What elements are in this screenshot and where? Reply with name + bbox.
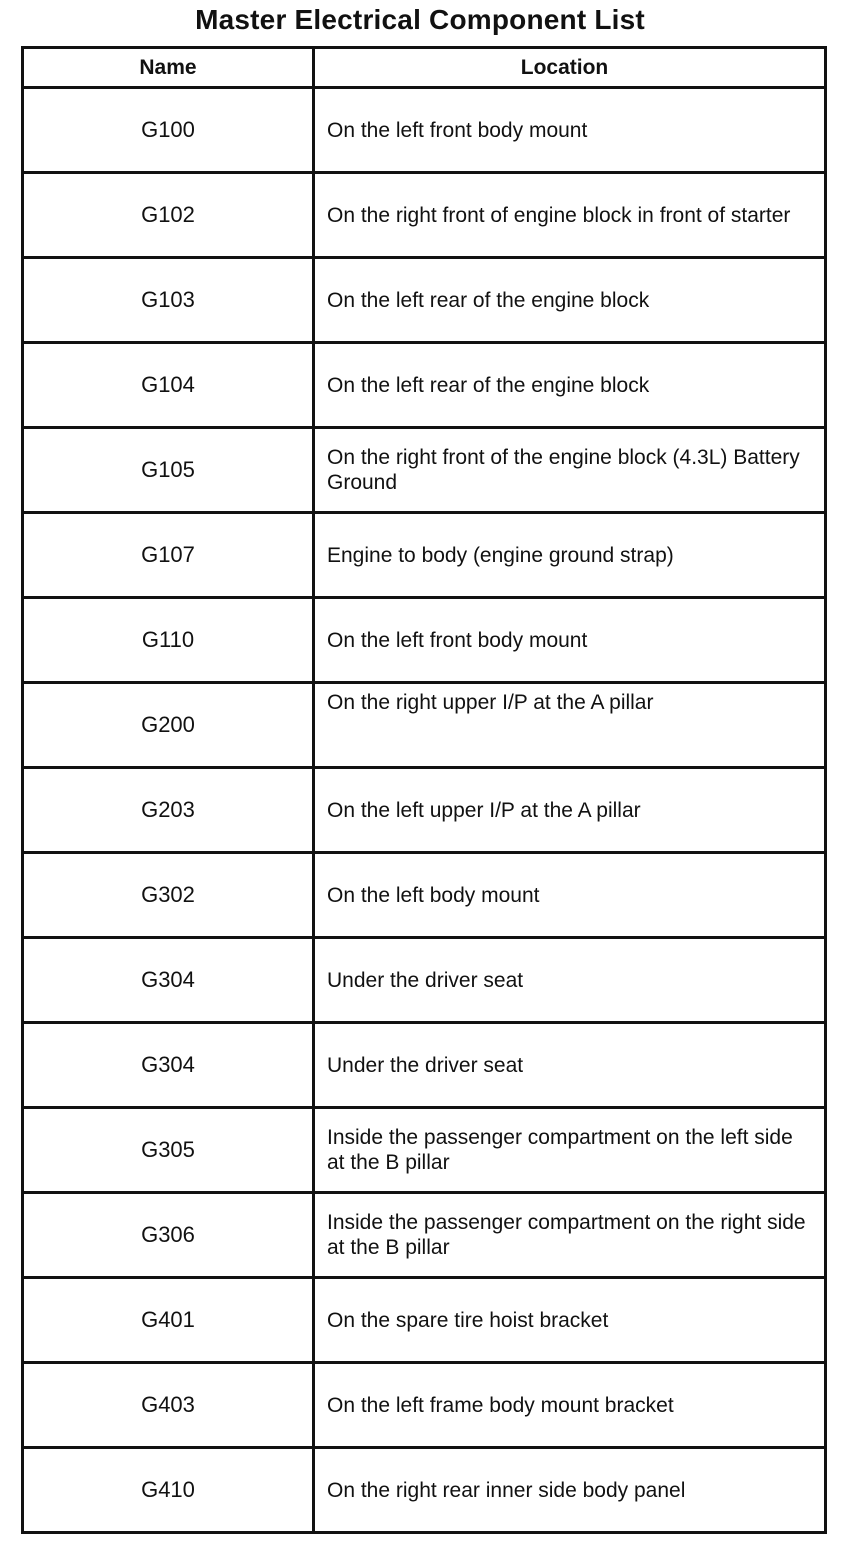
- table-row: [24, 599, 824, 684]
- component-location-cell: Under the driver seat: [327, 1053, 524, 1077]
- component-location-cell: On the left front body mount: [327, 628, 588, 652]
- component-location-cell: On the right upper I/P at the A pillar: [327, 691, 654, 714]
- table-row: [24, 429, 824, 514]
- table-row: [24, 684, 824, 769]
- component-name-cell: G302: [24, 854, 315, 936]
- table-row: [24, 939, 824, 1024]
- component-location-cell: Inside the passenger compartment on the left side at the B pillar: [327, 1126, 793, 1174]
- component-location-cell: On the left frame body mount bracket: [327, 1393, 674, 1417]
- column-header-location: Location: [520, 56, 609, 79]
- component-name-cell: G304: [24, 939, 315, 1021]
- component-name-cell: G105: [24, 429, 315, 511]
- table-header-row: [24, 49, 824, 89]
- component-name-cell: G306: [24, 1194, 315, 1276]
- component-location-cell: On the right front of the engine block (4.3L) Battery Ground: [327, 446, 800, 494]
- table-row: [24, 1194, 824, 1279]
- column-header-name: Name: [24, 49, 315, 86]
- component-location-cell: On the left body mount: [327, 883, 540, 907]
- component-name-cell: G203: [24, 769, 315, 851]
- table-row: [24, 854, 824, 939]
- table-row: [24, 1279, 824, 1364]
- table-row: [24, 1364, 824, 1449]
- table-row: [24, 769, 824, 854]
- component-name-cell: G401: [24, 1279, 315, 1361]
- table-row: [24, 89, 824, 174]
- table-row: [24, 1024, 824, 1109]
- component-name-cell: G200: [24, 684, 315, 766]
- component-name-cell: G102: [24, 174, 315, 256]
- table-row: [24, 259, 824, 344]
- component-location-cell: Under the driver seat: [327, 968, 524, 992]
- component-location-cell: On the left upper I/P at the A pillar: [327, 798, 641, 822]
- table-row: [24, 1109, 824, 1194]
- component-table: [21, 46, 827, 1534]
- component-location-cell: On the left rear of the engine block: [327, 373, 650, 397]
- component-name-cell: G107: [24, 514, 315, 596]
- component-location-cell: On the right rear inner side body panel: [327, 1478, 686, 1502]
- component-name-cell: G410: [24, 1449, 315, 1531]
- page-title: Master Electrical Component List: [195, 4, 645, 35]
- component-location-cell: On the left rear of the engine block: [327, 288, 650, 312]
- component-name-cell: G104: [24, 344, 315, 426]
- component-name-cell: G403: [24, 1364, 315, 1446]
- component-name-cell: G100: [24, 89, 315, 171]
- table-row: [24, 514, 824, 599]
- table-row: [24, 344, 824, 429]
- component-location-cell: Engine to body (engine ground strap): [327, 543, 674, 567]
- component-location-cell: On the spare tire hoist bracket: [327, 1308, 609, 1332]
- component-name-cell: G304: [24, 1024, 315, 1106]
- component-location-cell: Inside the passenger compartment on the right side at the B pillar: [327, 1211, 806, 1259]
- component-name-cell: G103: [24, 259, 315, 341]
- component-name-cell: G110: [24, 599, 315, 681]
- table-row: [24, 174, 824, 259]
- component-location-cell: On the left front body mount: [327, 118, 588, 142]
- table-row: [24, 1449, 824, 1534]
- component-location-cell: On the right front of engine block in front of starter: [327, 203, 791, 227]
- component-name-cell: G305: [24, 1109, 315, 1191]
